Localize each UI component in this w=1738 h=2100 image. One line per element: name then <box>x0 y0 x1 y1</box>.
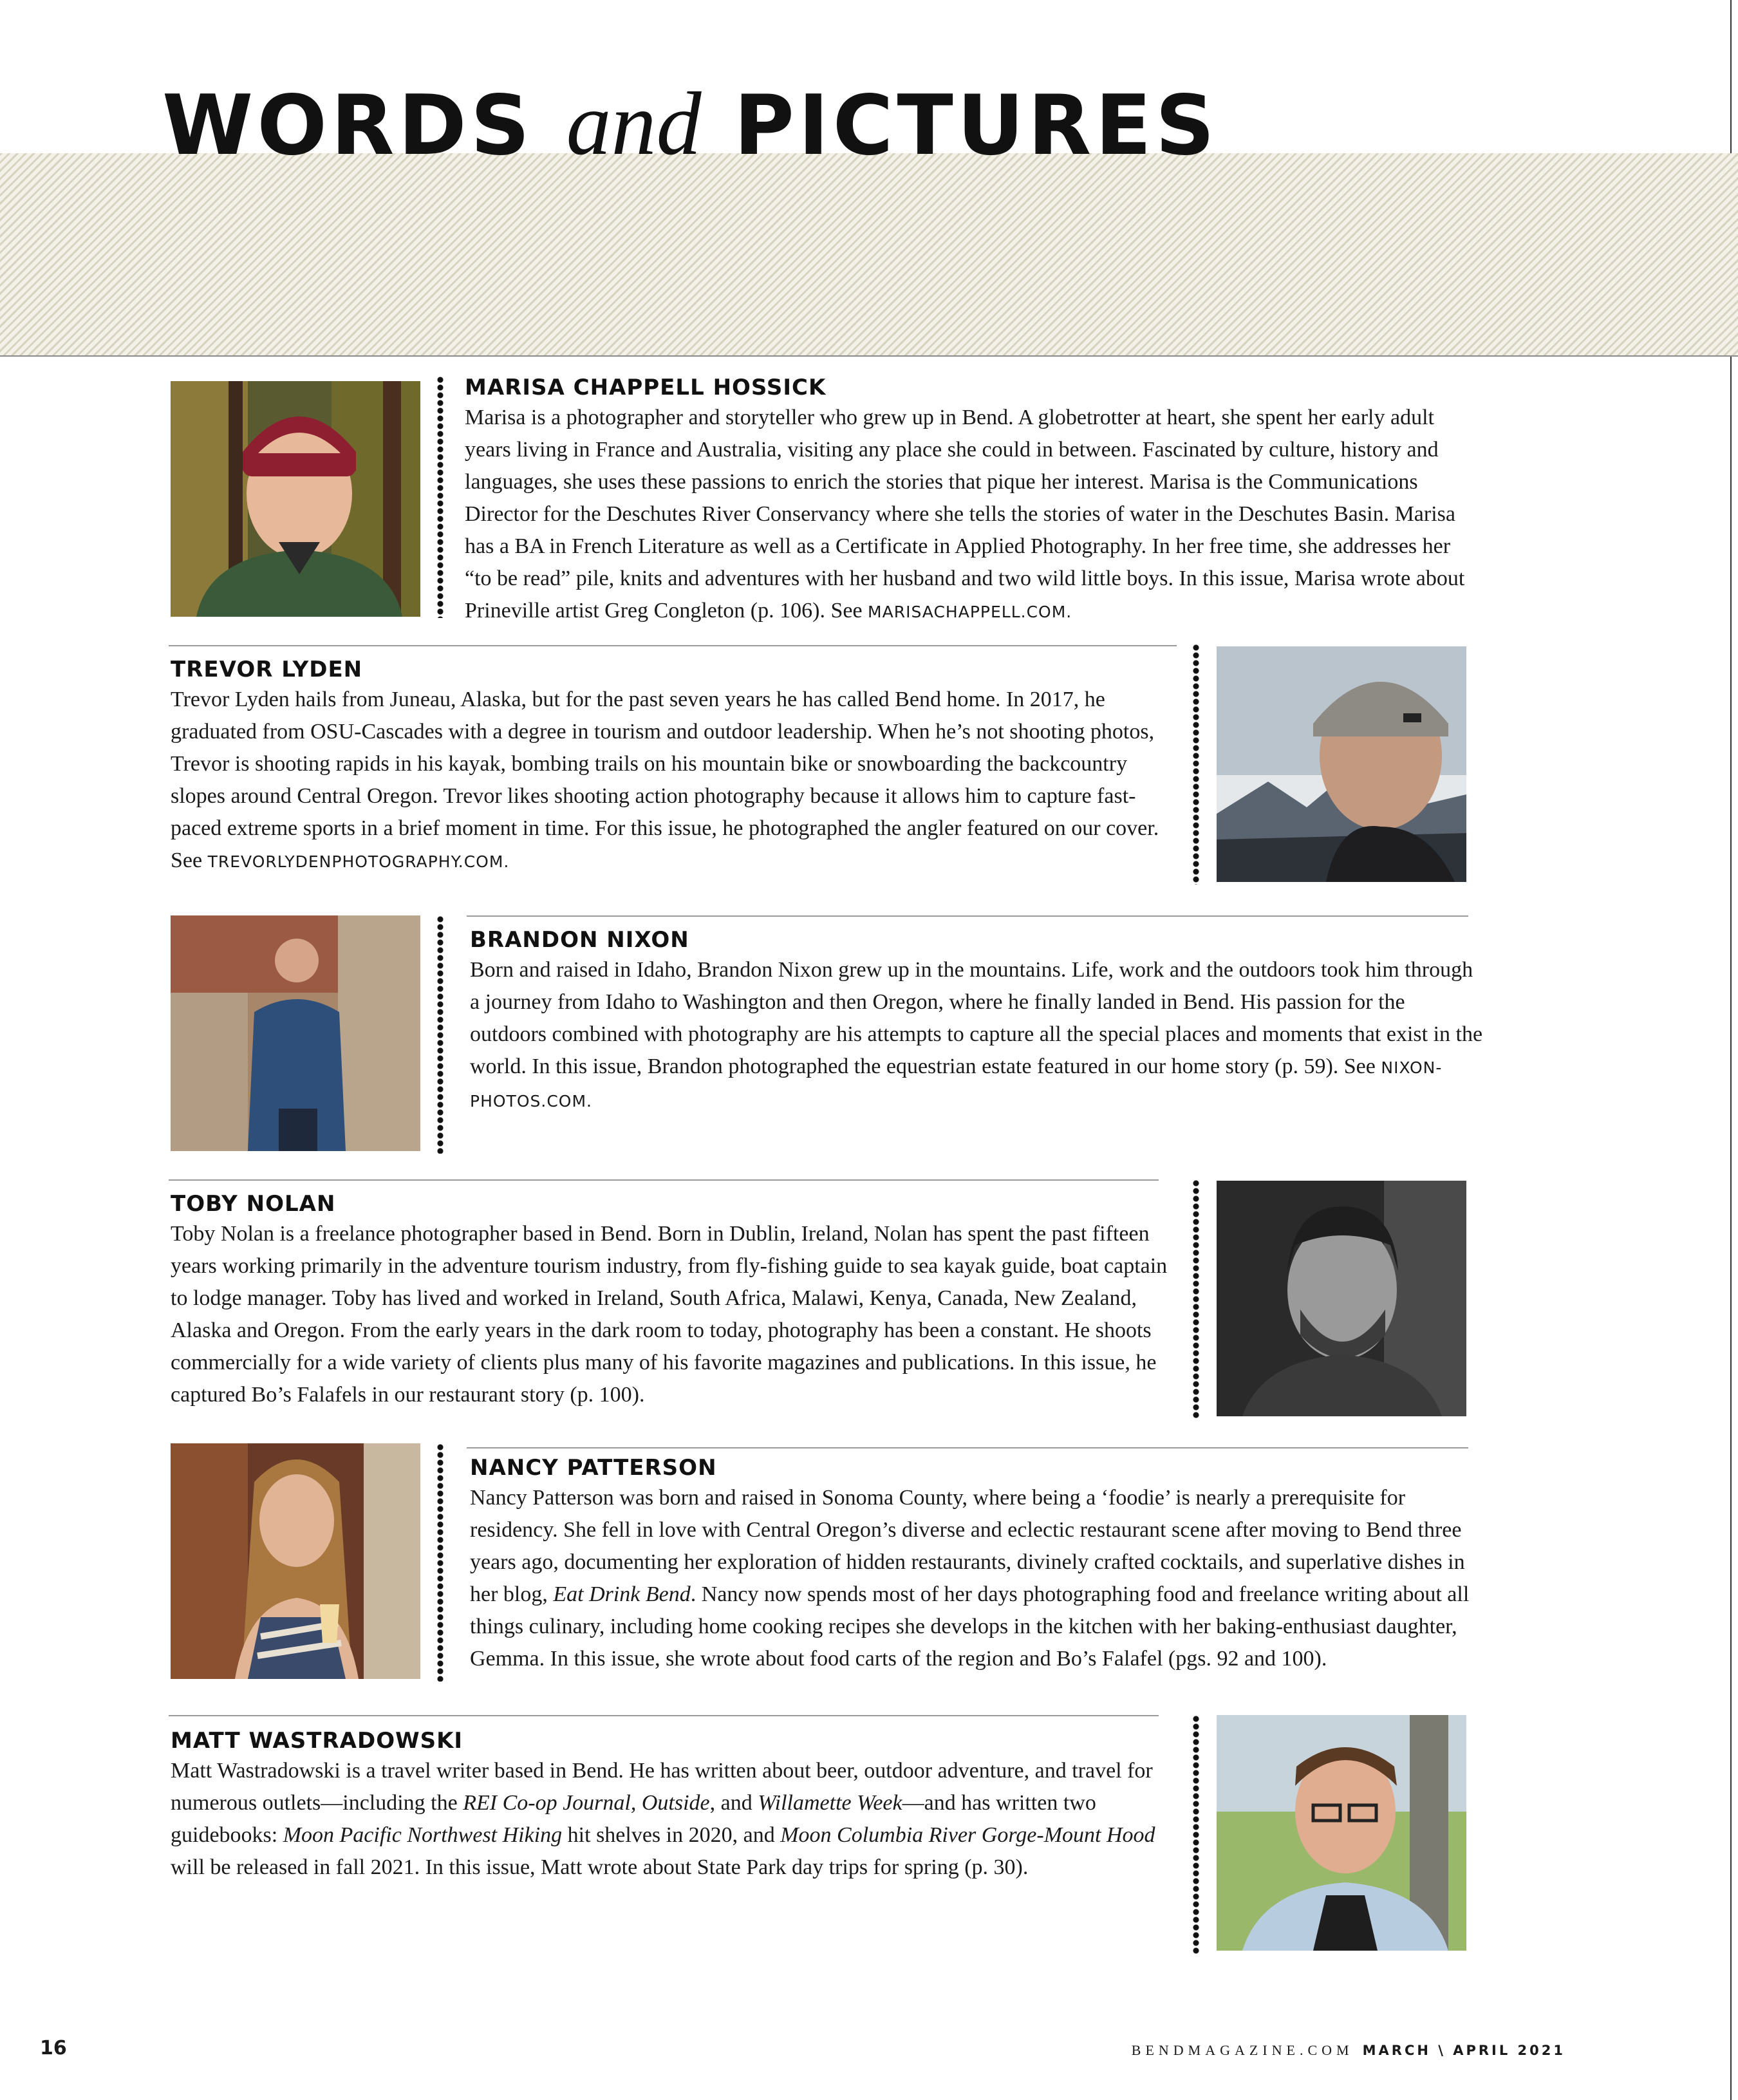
title-pictures: PICTURES <box>734 78 1219 174</box>
contributor-photo-marisa <box>171 381 420 617</box>
page-title <box>162 74 1219 174</box>
contributor-block-toby <box>171 1190 1175 1411</box>
dotted-divider <box>436 915 444 1154</box>
contributor-photo-trevor <box>1217 646 1466 882</box>
bio-text: Marisa is a photographer and storyteller who grew up in Bend. A globetrotter at heart, she spent her early adult years living in France and Australia, visiting any place she could in between. Fascinated by culture, history and languages, she uses these passions to enrich the stories that pique her interest. Marisa is the Communications Director for the Deschutes River Conservancy where she tells the stories of water in the Deschutes Basin. Marisa has a BA in French Literature as well as a Certificate in Applied Photography. In her free time, she addresses her “to be read” pile, knits and adventures with her husband and two wild little boys. In this issue, Marisa wrote about Prineville artist Greg Congleton (p. 106). See <box>465 406 1465 623</box>
book-title: Moon Columbia River Gorge-Mount Hood <box>780 1823 1155 1847</box>
dotted-divider <box>436 1443 444 1682</box>
contributor-name: MATT WASTRADOWSKI <box>171 1728 463 1754</box>
dotted-divider <box>436 376 444 618</box>
bio-text: Matt Wastradowski is a travel writer based in Bend. He has written about beer, outdoor adventure, and travel for numerous outlets—including the <box>171 1759 1153 1815</box>
bio-text: Nancy Patterson was born and raised in Sonoma County, where being a ‘foodie’ is nearly a prerequisite for residency. She fell in love with Central Oregon’s diverse and eclectic restaurant scene after moving to Bend three years ago, documenting her exploration of hidden restaurants, divinely crafted cocktails, and superlative dishes in her blog, <box>470 1486 1465 1606</box>
contributor-name: MARISA CHAPPELL HOSSICK <box>465 375 827 400</box>
divider-rule <box>467 915 1468 917</box>
contributor-bio: Toby Nolan is a freelance photographer based in Bend. Born in Dublin, Ireland, Nolan has spent the past fifteen years working primarily in the adventure tourism industry, from fly-fishing guide to sea kayak guide, boat captain to lodge manager. Toby has lived and worked in Ireland, South Africa, Malawi, Kenya, Canada, New Zealand, Alaska and Oregon. From the early years in the dark room to today, photography has been a constant. He shoots commercially for a wide variety of clients plus many of his favorite magazines and publications. In this issue, he captured Bo’s Falafels in our restaurant story (p. 100). <box>171 1222 1168 1407</box>
contributor-photo-toby <box>1217 1181 1466 1416</box>
dotted-divider <box>1192 644 1200 885</box>
contributor-block-brandon <box>470 926 1487 1118</box>
footer-issue: MARCH \ APRIL 2021 <box>1362 2043 1565 2058</box>
bio-text: Trevor Lyden hails from Juneau, Alaska, but for the past seven years he has called Bend home. In 2017, he graduated from OSU-Cascades with a degree in tourism and outdoor leadership. When he’s not shooting photos, Trevor is shooting rapids in his kayak, bombing trails on his mountain bike or snowboarding the backcountry slopes around Central Oregon. Trevor likes shooting action photography because it allows him to capture fast-paced extreme sports in a brief moment in time. For this issue, he photographed the angler featured on our cover. See <box>171 688 1159 872</box>
publication-title: REI Co-op Journal, Outside <box>463 1791 710 1815</box>
contributor-url: TREVORLYDENPHOTOGRAPHY.COM. <box>207 852 510 871</box>
header-pattern-band <box>0 153 1738 357</box>
contributor-photo-brandon <box>171 915 420 1151</box>
divider-rule <box>169 1715 1159 1716</box>
contributor-name: NANCY PATTERSON <box>470 1455 717 1481</box>
footer-site: BENDMAGAZINE.COM <box>1131 2042 1354 2058</box>
contributor-name: TOBY NOLAN <box>171 1191 336 1217</box>
contributor-block-nancy <box>470 1454 1487 1675</box>
blog-title: Eat Drink Bend <box>553 1582 691 1606</box>
contributor-bio <box>171 684 1175 878</box>
contributor-photo-nancy <box>171 1443 420 1679</box>
contributor-bio <box>465 402 1482 628</box>
contributor-url: MARISACHAPPELL.COM. <box>868 603 1072 621</box>
title-words: WORDS <box>162 78 534 174</box>
contributor-name: TREVOR LYDEN <box>171 657 363 682</box>
dotted-divider <box>1192 1715 1200 1955</box>
bio-text: —and has written two guidebooks: <box>171 1791 1096 1847</box>
divider-rule <box>169 645 1177 646</box>
bio-text: , and <box>709 1791 758 1815</box>
bio-text: hit shelves in 2020, and <box>562 1823 781 1847</box>
book-title: Moon Pacific Northwest Hiking <box>283 1823 563 1847</box>
contributor-block-trevor <box>171 655 1175 878</box>
page-footer <box>1132 2042 1565 2059</box>
publication-title: Willamette Week <box>758 1791 902 1815</box>
contributor-block-marisa <box>465 373 1482 628</box>
contributor-bio <box>470 1482 1487 1675</box>
bio-text: . Nancy now spends most of her days photographing food and freelance writing about all things culinary, including home cooking recipes she develops in the kitchen with her baking-enthusiast daughter, Gemma. In this issue, she wrote about food carts of the region and Bo’s Falafel (pgs. 92 and 100). <box>470 1582 1470 1671</box>
title-and: and <box>566 74 702 174</box>
page-number: 16 <box>40 2037 67 2059</box>
bio-text: will be released in fall 2021. In this issue, Matt wrote about State Park day trips for spring (p. 30). <box>171 1855 1029 1879</box>
contributor-block-matt <box>171 1727 1175 1884</box>
contributor-photo-matt <box>1217 1715 1466 1951</box>
dotted-divider <box>1192 1179 1200 1419</box>
divider-rule <box>467 1447 1468 1448</box>
contributor-url: NIXON-PHOTOS.COM. <box>470 1058 1443 1111</box>
contributor-bio <box>470 954 1487 1118</box>
contributor-name: BRANDON NIXON <box>470 927 689 953</box>
bio-text: Born and raised in Idaho, Brandon Nixon grew up in the mountains. Life, work and the outdoors took him through a journey from Idaho to Washington and then Oregon, where he finally landed in Bend. His passion for the outdoors combined with photography are his attempts to capture all the special places and moments that exist in the world. In this issue, Brandon photographed the equestrian estate featured in our home story (p. 59). See <box>470 958 1483 1078</box>
divider-rule <box>169 1179 1159 1181</box>
contributor-bio <box>171 1755 1175 1884</box>
